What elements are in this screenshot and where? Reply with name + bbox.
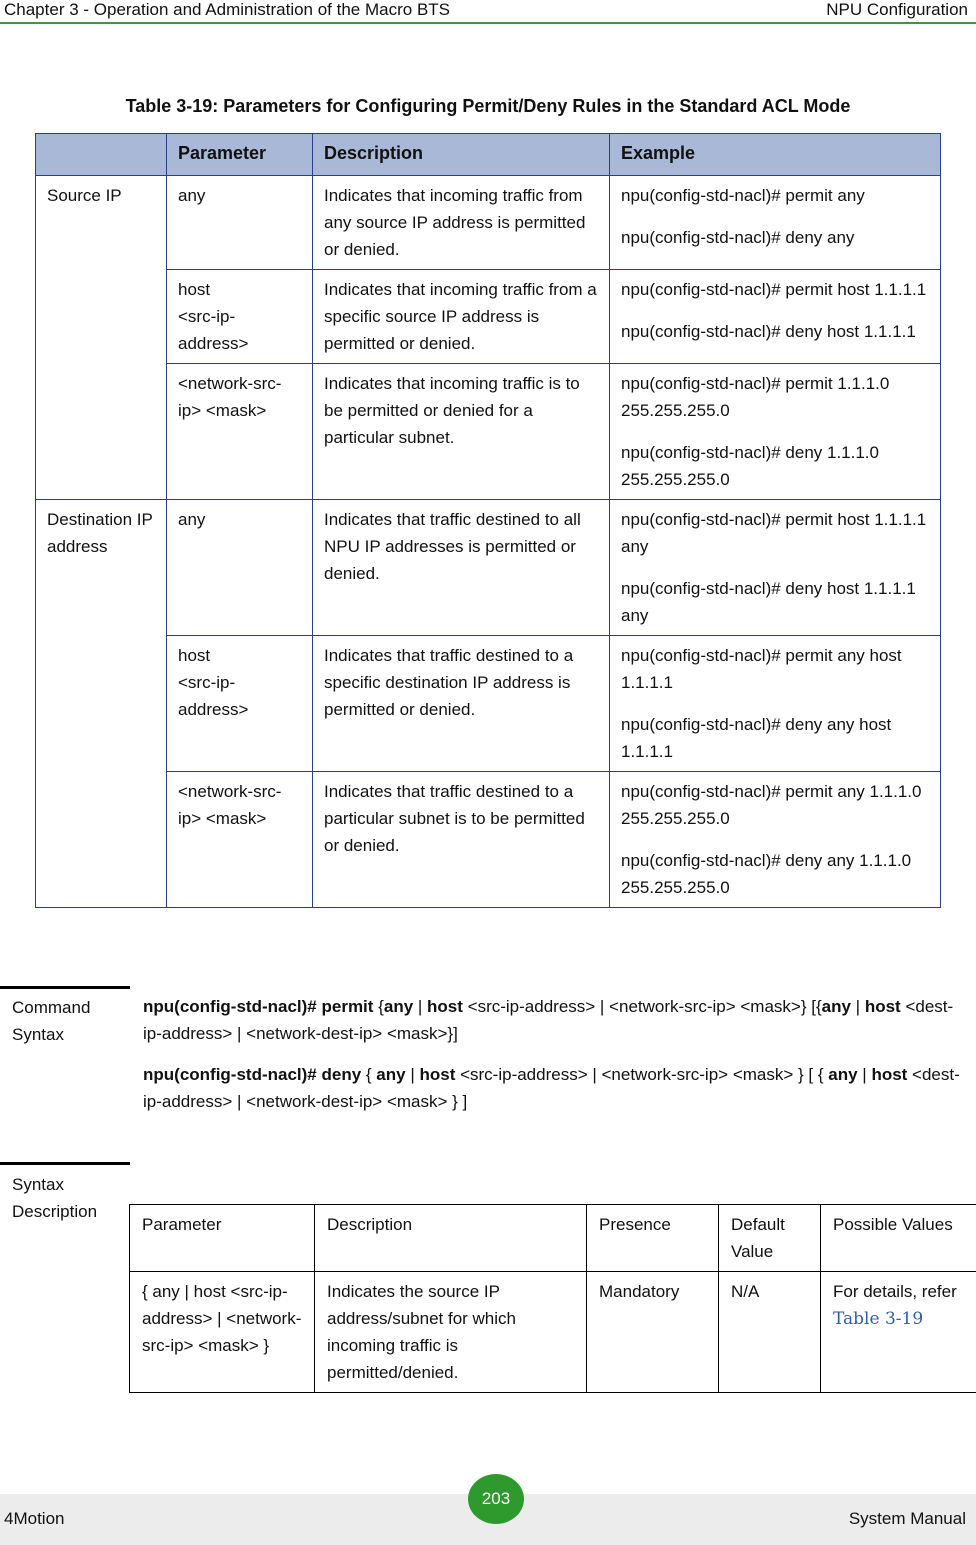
section-title: NPU Configuration bbox=[826, 0, 968, 19]
parameter-text: <src-ip-address> bbox=[178, 307, 249, 353]
table-header-row bbox=[36, 134, 941, 176]
column-header: Example bbox=[610, 134, 941, 176]
syntax-text: | bbox=[405, 1065, 420, 1084]
description-cell: Indicates that traffic destined to all NPU IP addresses is permitted or denied. bbox=[313, 500, 610, 636]
syntax-keyword: any bbox=[821, 997, 851, 1016]
syntax-keyword: npu(config-std-nacl)# permit bbox=[143, 997, 374, 1016]
table-row bbox=[36, 364, 941, 500]
example-line: npu(config-std-nacl)# permit host 1.1.1.1 bbox=[621, 280, 927, 299]
description-cell: Indicates that incoming traffic from any source IP address is permitted or denied. bbox=[313, 176, 610, 270]
table-row bbox=[36, 270, 941, 364]
syntax-description-table bbox=[129, 1204, 976, 1393]
table-header-row bbox=[130, 1205, 976, 1272]
description-cell: Indicates that incoming traffic from a specific source IP address is permitted or denied. bbox=[313, 270, 610, 364]
syntax-text: <src-ip-address> | <network-src-ip> <mask>} [{ bbox=[462, 997, 822, 1016]
table-row bbox=[36, 176, 941, 270]
permit-command-syntax bbox=[143, 993, 968, 1047]
column-header: Default Value bbox=[719, 1205, 821, 1272]
description-cell: Indicates that incoming traffic is to be permitted or denied for a particular subnet. bbox=[313, 364, 610, 500]
syntax-text: { bbox=[373, 997, 384, 1016]
running-header bbox=[0, 0, 976, 22]
example-cell bbox=[610, 636, 941, 772]
example-line: npu(config-std-nacl)# deny host 1.1.1.1 any bbox=[621, 579, 916, 625]
syntax-text: | bbox=[413, 997, 428, 1016]
table-row bbox=[130, 1272, 976, 1393]
column-header: Parameter bbox=[130, 1205, 315, 1272]
example-line: npu(config-std-nacl)# permit 1.1.1.0 255.255.255.0 bbox=[621, 374, 890, 420]
possible-values-cell bbox=[821, 1272, 976, 1393]
example-cell bbox=[610, 176, 941, 270]
parameter-cell: <network-src-ip> <mask> bbox=[167, 364, 313, 500]
example-cell bbox=[610, 364, 941, 500]
description-cell: Indicates that traffic destined to a particular subnet is to be permitted or denied. bbox=[313, 772, 610, 908]
column-header: Possible Values bbox=[821, 1205, 976, 1272]
parameter-cell: any bbox=[167, 176, 313, 270]
table-row bbox=[36, 772, 941, 908]
column-header: Description bbox=[315, 1205, 587, 1272]
example-cell bbox=[610, 270, 941, 364]
example-cell bbox=[610, 500, 941, 636]
syntax-text: { bbox=[361, 1065, 377, 1084]
example-line: npu(config-std-nacl)# permit any bbox=[621, 186, 865, 205]
syntax-text: | bbox=[857, 1065, 872, 1084]
deny-command-syntax bbox=[143, 1061, 968, 1115]
syntax-keyword: any bbox=[376, 1065, 406, 1084]
example-line: npu(config-std-nacl)# deny any 1.1.1.0 255.255.255.0 bbox=[621, 851, 912, 897]
table-row bbox=[36, 636, 941, 772]
example-line: npu(config-std-nacl)# deny host 1.1.1.1 bbox=[621, 322, 916, 341]
manual-name: System Manual bbox=[848, 1509, 966, 1528]
description-cell: Indicates the source IP address/subnet for which incoming traffic is permitted/denied. bbox=[315, 1272, 587, 1393]
table-title: Table 3-19: Parameters for Configuring Permit/Deny Rules in the Standard ACL Mode bbox=[125, 96, 851, 116]
column-header: Parameter bbox=[167, 134, 313, 176]
acl-parameters-table bbox=[35, 133, 941, 908]
syntax-text: <dest-ip-address> | <network-dest-ip> <mask> } ] bbox=[143, 1065, 960, 1111]
chapter-title: Chapter 3 - Operation and Administration of the Macro BTS bbox=[4, 0, 451, 19]
header-rule bbox=[0, 22, 976, 24]
example-line: npu(config-std-nacl)# permit any host 1.1.1.1 bbox=[621, 646, 902, 692]
syntax-description-rule bbox=[0, 1162, 130, 1165]
command-syntax-label: Command Syntax bbox=[12, 998, 91, 1044]
syntax-keyword: host bbox=[427, 997, 463, 1016]
syntax-text: <dest-ip-address> | <network-dest-ip> <mask>}] bbox=[143, 997, 954, 1043]
example-line: npu(config-std-nacl)# permit any 1.1.1.0 255.255.255.0 bbox=[621, 782, 922, 828]
parameter-text: <src-ip-address> bbox=[178, 673, 249, 719]
example-line: npu(config-std-nacl)# deny any host 1.1.1.1 bbox=[621, 715, 892, 761]
parameter-cell: host <src-ip-address> bbox=[167, 636, 313, 772]
syntax-keyword: any bbox=[828, 1065, 858, 1084]
page-number: 203 bbox=[468, 1474, 524, 1524]
syntax-keyword: host bbox=[864, 997, 901, 1016]
syntax-keyword: host bbox=[419, 1065, 456, 1084]
example-line: npu(config-std-nacl)# permit host 1.1.1.1 any bbox=[621, 510, 927, 556]
command-syntax-rule bbox=[0, 986, 130, 989]
example-line: npu(config-std-nacl)# deny 1.1.1.0 255.255.255.0 bbox=[621, 443, 879, 489]
parameter-cell: { any | host <src-ip-address> | <network-src-ip> <mask> } bbox=[130, 1272, 315, 1393]
example-cell bbox=[610, 772, 941, 908]
column-header: Description bbox=[313, 134, 610, 176]
syntax-keyword: npu(config-std-nacl)# deny bbox=[143, 1065, 362, 1084]
default-value-cell: N/A bbox=[719, 1272, 821, 1393]
syntax-keyword: any bbox=[383, 997, 414, 1016]
example-line: npu(config-std-nacl)# deny any bbox=[621, 228, 855, 247]
possible-values-text: For details, refer bbox=[833, 1282, 957, 1301]
group-cell: Destination IP address bbox=[36, 500, 167, 908]
parameter-cell: any bbox=[167, 500, 313, 636]
group-cell: Source IP bbox=[36, 176, 167, 500]
column-header bbox=[36, 134, 167, 176]
parameter-cell: host <src-ip-address> bbox=[167, 270, 313, 364]
syntax-description-label: Syntax Description bbox=[12, 1175, 98, 1221]
table-reference-link[interactable]: Table 3-19 bbox=[833, 1309, 924, 1329]
syntax-keyword: host bbox=[871, 1065, 908, 1084]
syntax-text: <src-ip-address> | <network-src-ip> <mask> } [ { bbox=[455, 1065, 829, 1084]
presence-cell: Mandatory bbox=[587, 1272, 719, 1393]
command-syntax-block bbox=[143, 993, 968, 1129]
parameter-cell: <network-src-ip> <mask> bbox=[167, 772, 313, 908]
product-name: 4Motion bbox=[4, 1509, 65, 1528]
description-cell: Indicates that traffic destined to a specific destination IP address is permitted or denied. bbox=[313, 636, 610, 772]
table-row bbox=[36, 500, 941, 636]
syntax-text: | bbox=[850, 997, 865, 1016]
column-header: Presence bbox=[587, 1205, 719, 1272]
